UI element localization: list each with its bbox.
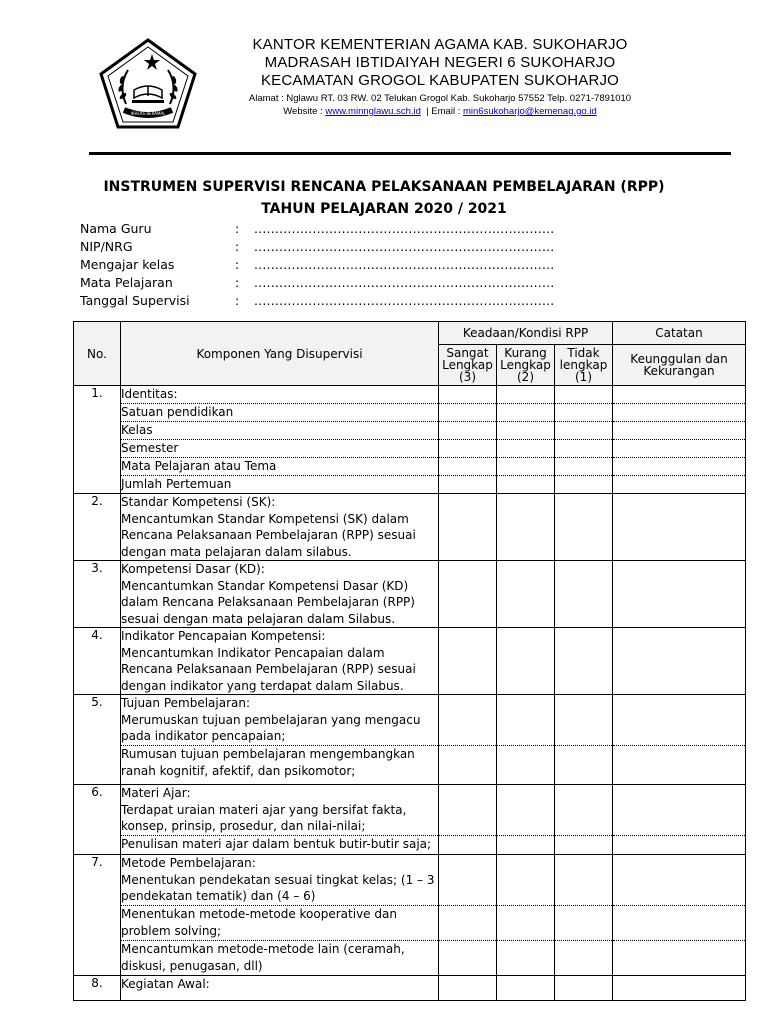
check-slot[interactable] <box>497 835 554 854</box>
check-slot[interactable] <box>439 940 496 975</box>
check-slot[interactable] <box>613 785 745 835</box>
check-slot[interactable] <box>555 494 612 560</box>
check-slot[interactable] <box>439 628 496 694</box>
row-number: 7. <box>74 855 121 976</box>
check-slot[interactable] <box>497 940 554 975</box>
letterhead-address: Alamat : Nglawu RT. 03 RW. 02 Telukan Grogol Kab. Sukoharjo 57552 Telp. 0271-7891010 <box>248 93 632 104</box>
kurang-lengkap-cell[interactable] <box>497 855 555 976</box>
tidak-lengkap-cell[interactable] <box>555 386 613 494</box>
check-slot[interactable] <box>497 439 554 457</box>
check-slot[interactable] <box>497 628 554 694</box>
table-row <box>74 695 746 785</box>
komponen-item: Jumlah Pertemuan <box>121 475 438 493</box>
check-slot[interactable] <box>555 905 612 940</box>
check-slot[interactable] <box>439 386 496 403</box>
komponen-item: Indikator Pencapaian Kompetensi: Mencantumkan Indikator Pencapaian dalam Rencana Pelaksanaan Pembelajaran (RPP) sesuai dengan indikator yang terdapat dalam Silabus. <box>121 629 416 693</box>
check-slot[interactable] <box>613 940 745 975</box>
tidak-lengkap-cell[interactable] <box>555 785 613 855</box>
header-no: No. <box>74 322 121 386</box>
identity-blank[interactable]: ........................................................................ <box>254 293 555 308</box>
check-slot[interactable] <box>555 855 612 905</box>
email-label: | Email : <box>420 106 463 117</box>
identity-blank[interactable]: ........................................................................ <box>254 275 555 290</box>
check-slot[interactable] <box>555 457 612 475</box>
check-slot[interactable] <box>613 835 745 854</box>
check-slot[interactable] <box>439 475 496 493</box>
check-slot[interactable] <box>439 457 496 475</box>
identity-label: Mata Pelajaran <box>80 275 173 290</box>
table-row <box>74 386 746 494</box>
identity-colon: : <box>235 221 240 236</box>
identity-blank[interactable]: ........................................................................ <box>254 221 555 236</box>
website-link[interactable]: www.minnglawu.sch.id <box>325 106 421 117</box>
row-number: 2. <box>74 494 121 561</box>
sangat-lengkap-cell[interactable] <box>439 695 497 785</box>
header-komponen: Komponen Yang Disupervisi <box>121 322 439 386</box>
check-slot[interactable] <box>555 628 612 694</box>
document-title: INSTRUMEN SUPERVISI RENCANA PELAKSANAAN PEMBELAJARAN (RPP) <box>103 179 665 195</box>
check-slot[interactable] <box>497 855 554 905</box>
check-slot[interactable] <box>555 421 612 439</box>
email-link[interactable]: min6sukoharjo@kemenag.go.id <box>462 106 597 117</box>
komponen-item: Identitas: <box>121 387 178 401</box>
komponen-item: Kelas <box>121 421 438 439</box>
kurang-lengkap-cell[interactable] <box>497 494 555 561</box>
komponen-cell <box>121 695 439 785</box>
check-slot[interactable] <box>613 905 745 940</box>
check-slot[interactable] <box>497 403 554 421</box>
check-slot[interactable] <box>497 745 554 784</box>
tidak-lengkap-cell[interactable] <box>555 628 613 695</box>
check-slot[interactable] <box>439 855 496 905</box>
website-label: Website : <box>283 106 326 117</box>
check-slot[interactable] <box>555 403 612 421</box>
identity-blank[interactable]: ........................................................................ <box>254 257 555 272</box>
catatan-cell[interactable] <box>613 494 746 561</box>
row-number: 8. <box>74 976 121 1001</box>
table-row <box>74 855 746 976</box>
identity-label: Nama Guru <box>80 221 152 236</box>
check-slot[interactable] <box>439 439 496 457</box>
identity-colon: : <box>235 239 240 254</box>
table-row <box>74 628 746 695</box>
komponen-cell <box>121 628 439 695</box>
komponen-item: Rumusan tujuan pembelajaran mengembangkan ranah kognitif, afektif, dan psikomotor; <box>121 745 438 784</box>
kurang-lengkap-cell[interactable] <box>497 695 555 785</box>
check-slot[interactable] <box>497 421 554 439</box>
header-kurang-lengkap: Kurang Lengkap (2) <box>497 345 555 386</box>
table-body <box>74 386 746 1001</box>
letterhead-rule <box>89 152 731 155</box>
check-slot[interactable] <box>497 976 554 1000</box>
check-slot[interactable] <box>497 905 554 940</box>
kurang-lengkap-cell[interactable] <box>497 561 555 628</box>
catatan-cell[interactable] <box>613 695 746 785</box>
row-number: 1. <box>74 386 121 494</box>
row-number: 5. <box>74 695 121 785</box>
check-slot[interactable] <box>613 386 745 403</box>
supervision-table <box>73 321 746 1001</box>
check-slot[interactable] <box>497 386 554 403</box>
check-slot[interactable] <box>439 745 496 784</box>
check-slot[interactable] <box>555 475 612 493</box>
check-slot[interactable] <box>439 403 496 421</box>
sangat-lengkap-cell[interactable] <box>439 561 497 628</box>
table-row <box>74 976 746 1001</box>
komponen-item: Semester <box>121 439 438 457</box>
komponen-item: Mata Pelajaran atau Tema <box>121 457 438 475</box>
header-tidak-lengkap: Tidak lengkap (1) <box>555 345 613 386</box>
check-slot[interactable] <box>555 745 612 784</box>
identity-blank[interactable]: ........................................................................ <box>254 239 555 254</box>
komponen-cell <box>121 785 439 855</box>
row-number: 6. <box>74 785 121 855</box>
sangat-lengkap-cell[interactable] <box>439 855 497 976</box>
catatan-cell[interactable] <box>613 785 746 855</box>
check-slot[interactable] <box>613 457 745 475</box>
check-slot[interactable] <box>555 695 612 745</box>
sangat-lengkap-cell[interactable] <box>439 976 497 1001</box>
table-row <box>74 561 746 628</box>
check-slot[interactable] <box>555 386 612 403</box>
check-slot[interactable] <box>439 905 496 940</box>
tidak-lengkap-cell[interactable] <box>555 494 613 561</box>
komponen-cell <box>121 494 439 561</box>
sangat-lengkap-cell[interactable] <box>439 386 497 494</box>
row-number: 4. <box>74 628 121 695</box>
check-slot[interactable] <box>439 695 496 745</box>
komponen-cell <box>121 855 439 976</box>
check-slot[interactable] <box>555 561 612 627</box>
letterhead <box>210 36 670 118</box>
check-slot[interactable] <box>497 561 554 627</box>
check-slot[interactable] <box>613 494 745 560</box>
check-slot[interactable] <box>613 561 745 627</box>
check-slot[interactable] <box>497 695 554 745</box>
table-row <box>74 785 746 855</box>
header-catatan: Catatan <box>613 322 746 345</box>
header-sangat-lengkap: Sangat Lengkap (3) <box>439 345 497 386</box>
kurang-lengkap-cell[interactable] <box>497 628 555 695</box>
komponen-item: Standar Kompetensi (SK): Mencantumkan Standar Kompetensi (SK) dalam Rencana Pelaksanaan Pembelajaran (RPP) sesuai dengan mata pelajaran dalam silabus. <box>121 495 416 559</box>
check-slot[interactable] <box>439 976 496 1000</box>
catatan-cell[interactable] <box>613 386 746 494</box>
identity-label: Tanggal Supervisi <box>80 293 190 308</box>
catatan-cell[interactable] <box>613 561 746 628</box>
check-slot[interactable] <box>613 403 745 421</box>
komponen-item: Materi Ajar: Terdapat uraian materi ajar yang bersifat fakta, konsep, prinsip, prosedur, dan nilai-nilai; <box>121 786 407 833</box>
check-slot[interactable] <box>555 439 612 457</box>
sangat-lengkap-cell[interactable] <box>439 628 497 695</box>
identity-colon: : <box>235 257 240 272</box>
tidak-lengkap-cell[interactable] <box>555 561 613 628</box>
komponen-item: Metode Pembelajaran: Menentukan pendekatan sesuai tingkat kelas; (1 – 3 pendekatan tematik) dan (4 – 6) <box>121 856 435 903</box>
sangat-lengkap-cell[interactable] <box>439 785 497 855</box>
check-slot[interactable] <box>555 976 612 1000</box>
check-slot[interactable] <box>439 421 496 439</box>
letterhead-line3: KECAMATAN GROGOL KABUPATEN SUKOHARJO <box>260 72 620 89</box>
logo-text: IKHLAS BERAMAL <box>130 111 166 116</box>
check-slot[interactable] <box>439 785 496 835</box>
tidak-lengkap-cell[interactable] <box>555 855 613 976</box>
letterhead-contact <box>210 105 670 118</box>
kurang-lengkap-cell[interactable] <box>497 386 555 494</box>
check-slot[interactable] <box>613 695 745 745</box>
check-slot[interactable] <box>613 855 745 905</box>
kurang-lengkap-cell[interactable] <box>497 785 555 855</box>
check-slot[interactable] <box>613 475 745 493</box>
komponen-item: Tujuan Pembelajaran: Merumuskan tujuan pembelajaran yang mengacu pada indikator pencapaian; <box>121 696 421 743</box>
tidak-lengkap-cell[interactable] <box>555 976 613 1001</box>
check-slot[interactable] <box>497 785 554 835</box>
check-slot[interactable] <box>555 835 612 854</box>
identity-label: Mengajar kelas <box>80 257 175 272</box>
catatan-cell[interactable] <box>613 855 746 976</box>
komponen-item: Penulisan materi ajar dalam bentuk butir-butir saja; <box>121 835 438 854</box>
check-slot[interactable] <box>555 940 612 975</box>
check-slot[interactable] <box>613 421 745 439</box>
document-subtitle: TAHUN PELAJARAN 2020 / 2021 <box>261 201 507 217</box>
komponen-item: Menentukan metode-metode kooperative dan problem solving; <box>121 905 438 940</box>
komponen-item: Kompetensi Dasar (KD): Mencantumkan Standar Kompetensi Dasar (KD) dalam Rencana Pelaksanaan Pembelajaran (RPP) sesuai dengan mata pelajaran dalam Silabus. <box>121 562 415 626</box>
komponen-cell <box>121 976 439 1001</box>
letterhead-line1: KANTOR KEMENTERIAN AGAMA KAB. SUKOHARJO <box>252 36 628 53</box>
catatan-cell[interactable] <box>613 628 746 695</box>
check-slot[interactable] <box>497 457 554 475</box>
letterhead-line2: MADRASAH IBTIDAIYAH NEGERI 6 SUKOHARJO <box>264 54 616 71</box>
header-keunggulan: Keunggulan dan Kekurangan <box>613 345 746 386</box>
kemenag-logo-icon <box>98 38 198 130</box>
check-slot[interactable] <box>439 494 496 560</box>
komponen-item: Mencantumkan metode-metode lain (ceramah, diskusi, penugasan, dll) <box>121 940 438 975</box>
check-slot[interactable] <box>439 835 496 854</box>
check-slot[interactable] <box>439 561 496 627</box>
catatan-cell[interactable] <box>613 976 746 1001</box>
check-slot[interactable] <box>613 439 745 457</box>
row-number: 3. <box>74 561 121 628</box>
check-slot[interactable] <box>497 475 554 493</box>
komponen-item: Kegiatan Awal: <box>121 977 210 991</box>
check-slot[interactable] <box>555 785 612 835</box>
komponen-cell <box>121 561 439 628</box>
check-slot[interactable] <box>613 628 745 694</box>
identity-colon: : <box>235 275 240 290</box>
check-slot[interactable] <box>613 745 745 784</box>
identity-label: NIP/NRG <box>80 239 133 254</box>
check-slot[interactable] <box>497 494 554 560</box>
check-slot[interactable] <box>613 976 745 1000</box>
komponen-item: Satuan pendidikan <box>121 403 438 421</box>
identity-colon: : <box>235 293 240 308</box>
table-row <box>74 494 746 561</box>
komponen-cell <box>121 386 439 494</box>
header-keadaan: Keadaan/Kondisi RPP <box>439 322 613 345</box>
tidak-lengkap-cell[interactable] <box>555 695 613 785</box>
sangat-lengkap-cell[interactable] <box>439 494 497 561</box>
kurang-lengkap-cell[interactable] <box>497 976 555 1001</box>
